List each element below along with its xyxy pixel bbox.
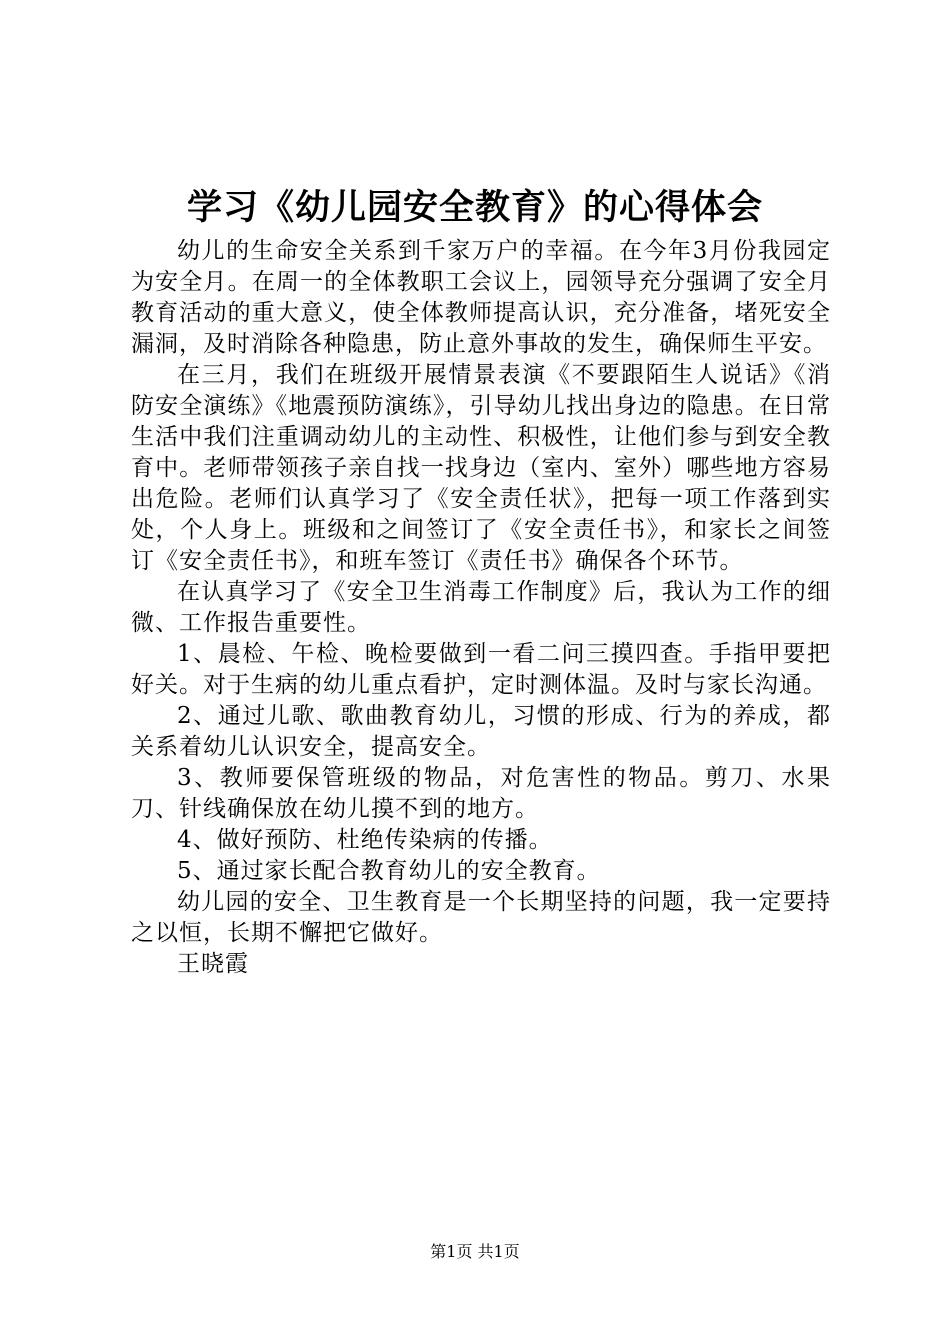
list-item: 1、晨检、午检、晚检要做到一看二问三摸四查。手指甲要把好关。对于生病的幼儿重点看护，定时测体温。及时与家长沟通。 bbox=[131, 641, 831, 698]
paragraph: 幼儿园的安全、卫生教育是一个长期坚持的问题，我一定要持之以恒，长期不懈把它做好。 bbox=[131, 889, 831, 946]
paragraph: 在认真学习了《安全卫生消毒工作制度》后，我认为工作的细微、工作报告重要性。 bbox=[131, 579, 831, 636]
page-footer: 第1页 共1页 bbox=[430, 1242, 520, 1261]
document-body bbox=[131, 236, 831, 980]
document-title: 学习《幼儿园安全教育》的心得体会 bbox=[186, 187, 763, 228]
paragraph: 幼儿的生命安全关系到千家万户的幸福。在今年3月份我园定为安全月。在周一的全体教职工会议上，园领导充分强调了安全月教育活动的重大意义，使全体教师提高认识，充分准备，堵死安全漏洞，及时消除各种隐患，防止意外事故的发生，确保师生平安。 bbox=[131, 238, 831, 357]
signature: 王晓霞 bbox=[177, 951, 249, 977]
paragraph: 在三月，我们在班级开展情景表演《不要跟陌生人说话》《消防安全演练》《地震预防演练》，引导幼儿找出身边的隐患。在日常生活中我们注重调动幼儿的主动性、积极性，让他们参与到安全教育中。老师带领孩子亲自找一找身边（室内、室外）哪些地方容易出危险。老师们认真学习了《安全责任状》，把每一项工作落到实处，个人身上。班级和之间签订了《安全责任书》，和家长之间签订《安全责任书》，和班车签订《责任书》确保各个环节。 bbox=[131, 362, 831, 574]
list-item: 3、教师要保管班级的物品，对危害性的物品。剪刀、水果刀、针线确保放在幼儿摸不到的地方。 bbox=[131, 765, 831, 822]
list-item: 5、通过家长配合教育幼儿的安全教育。 bbox=[177, 858, 601, 884]
list-item: 2、通过儿歌、歌曲教育幼儿，习惯的形成、行为的养成，都关系着幼儿认识安全，提高安全。 bbox=[131, 703, 831, 760]
list-item: 4、做好预防、杜绝传染病的传播。 bbox=[177, 827, 553, 853]
